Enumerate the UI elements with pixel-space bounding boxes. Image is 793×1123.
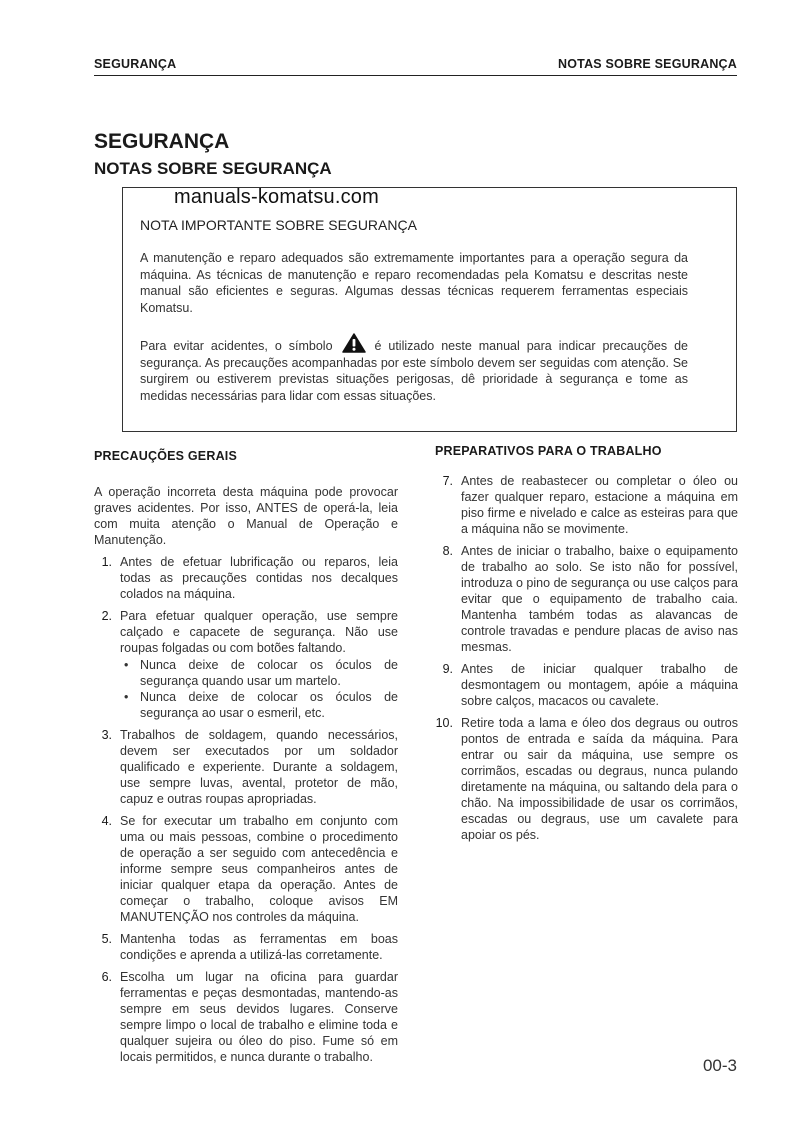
running-header-right: NOTAS SOBRE SEGURANÇA: [558, 57, 737, 71]
general-precautions-title: PRECAUÇÕES GERAIS: [94, 449, 238, 463]
note-p2-after: é utilizado neste manual para indicar precauções de segurança. As precauções acompanhadas por este símbolo devem ser seguidas com atenção. Se surgirem ou estiverem previstas situações perigosas, dê prioridade à segurança e tome as medidas necessárias para lidar com essas situações.: [140, 339, 688, 403]
general-list: [94, 554, 398, 1065]
list-item: [435, 715, 738, 843]
general-intro: A operação incorreta desta máquina pode provocar graves acidentes. Por isso, ANTES de operá-la, leia com muita atenção o Manual de Operação e Manutenção.: [94, 485, 398, 547]
list-item: [435, 543, 738, 655]
list-item: [435, 473, 738, 537]
work-preparation-title: PREPARATIVOS PARA O TRABALHO: [435, 444, 662, 458]
item-number: 3.: [101, 728, 112, 742]
note-paragraph-1: A manutenção e reparo adequados são extremamente importantes para a operação segura da máquina. As técnicas de manutenção e reparo recomendadas pela Komatsu e descritas neste manual são eficientes e seguras. Algumas dessas técnicas requerem ferramentas especiais Komatsu.: [140, 251, 688, 315]
item-number: 5.: [101, 932, 112, 946]
item-number: 7.: [442, 474, 453, 488]
list-item: [435, 661, 738, 709]
item-text: Escolha um lugar na oficina para guardar ferramentas e peças desmontadas, mantendo-as sempre em seus devidos lugares. Conserve sempre limpo o local de trabalho e elimine toda e qualquer sujeira ou óleo do piso. Fume só em locais permitidos, e nunca durante o trabalho.: [120, 970, 398, 1064]
left-column: [94, 448, 398, 1071]
note-title: NOTA IMPORTANTE SOBRE SEGURANÇA: [140, 217, 417, 233]
list-item: [94, 727, 398, 807]
item-number: 2.: [101, 609, 112, 623]
list-item: [94, 931, 398, 963]
page-number: 00-3: [702, 1056, 737, 1075]
note-paragraph-2: [140, 333, 688, 404]
note-p2-before: Para evitar acidentes, o símbolo: [140, 339, 333, 353]
list-item: [94, 969, 398, 1065]
page-title: SEGURANÇA: [94, 130, 230, 153]
list-item: [94, 813, 398, 925]
item-number: 9.: [442, 662, 453, 676]
item-number: 1.: [101, 555, 112, 569]
warning-icon: [342, 333, 366, 353]
header-divider: [94, 75, 737, 76]
item-number: 4.: [101, 814, 112, 828]
item-text: Se for executar um trabalho em conjunto com uma ou mais pessoas, combine o procedimento de operação a ser seguido com antecedência e informe sempre seus companheiros antes de iniciar qualquer etapa da operação. Antes de começar o trabalho, coloque avisos EM MANUTENÇÃO nos controles da máquina.: [120, 814, 398, 924]
item-number: 6.: [101, 970, 112, 984]
right-column: [435, 443, 738, 849]
item-text: Antes de reabastecer ou completar o óleo ou fazer qualquer reparo, estacione a máquina em piso firme e nivelado e calce as esteiras para que a máquina não se movimente.: [461, 474, 738, 536]
list-item: [94, 608, 398, 721]
sub-list-item: [120, 689, 398, 721]
prep-list: [435, 473, 738, 843]
bullet-icon: •: [124, 690, 129, 704]
sub-item-text: Nunca deixe de colocar os óculos de segurança ao usar o esmeril, etc.: [140, 690, 398, 720]
item-text: Antes de efetuar lubrificação ou reparos, leia todas as precauções contidas nos decalques colados na máquina.: [120, 555, 398, 601]
item-text: Para efetuar qualquer operação, use sempre calçado e capacete de segurança. Não use roupas folgadas ou com botões faltando.: [120, 609, 398, 655]
item-text: Retire toda a lama e óleo dos degraus ou outros pontos de entrada e saída da máquina. Para entrar ou sair da máquina, use sempre os corrimãos, escadas ou degraus, nunca pulando diretamente na máquina, ou saltando dela para o chão. Na impossibilidade de usar os corrimãos, escadas ou degraus, use um cavalete para apoiar os pés.: [461, 716, 738, 842]
sub-list-item: [120, 657, 398, 689]
item-text: Trabalhos de soldagem, quando necessários, devem ser executados por um soldador qualificado e experiente. Durante a soldagem, use sempre luvas, avental, protetor de mão, capuz e outras roupas apropriadas.: [120, 728, 398, 806]
sub-list: [120, 657, 398, 721]
item-text: Mantenha todas as ferramentas em boas condições e aprenda a utilizá-las corretamente.: [120, 932, 398, 962]
item-number: 10.: [435, 716, 453, 730]
watermark: manuals-komatsu.com: [174, 186, 379, 208]
list-item: [94, 554, 398, 602]
item-text: Antes de iniciar qualquer trabalho de desmontagem ou montagem, apóie a máquina sobre calços, macacos ou cavalete.: [461, 662, 738, 708]
bullet-icon: •: [124, 658, 129, 672]
sub-item-text: Nunca deixe de colocar os óculos de segurança quando usar um martelo.: [140, 658, 398, 688]
running-header-left: SEGURANÇA: [94, 57, 177, 71]
item-text: Antes de iniciar o trabalho, baixe o equipamento de trabalho ao solo. Se isto não for possível, introduza o pino de segurança ou use calços para evitar que o equipamento de trabalho caia. Mantenha também todas as alavancas de controle travadas e pendure placas de aviso nas mesmas.: [461, 544, 738, 654]
item-number: 8.: [442, 544, 453, 558]
page-subtitle: NOTAS SOBRE SEGURANÇA: [94, 159, 332, 178]
